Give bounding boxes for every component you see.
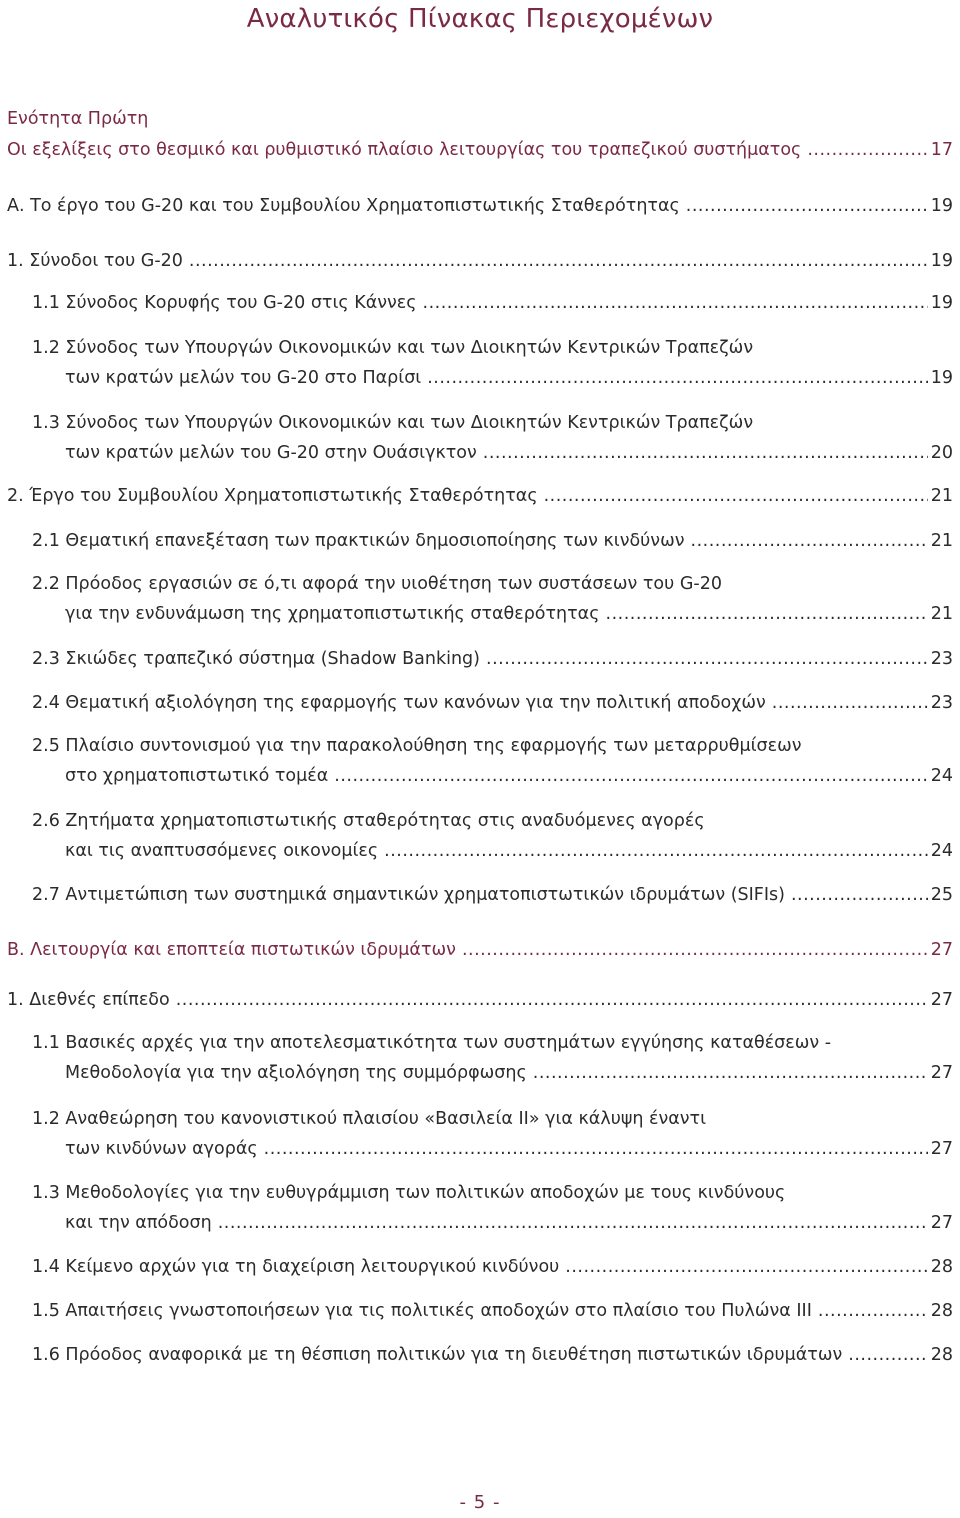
- toc-entry-text-cont: των κρατών μελών του G-20 στην Ουάσιγκτον: [65, 443, 477, 463]
- toc-entry-text: 1.2 Σύνοδος των Υπουργών Οικονομικών και των Διοικητών Κεντρικών Τραπεζών: [32, 338, 754, 358]
- toc-entry-2[interactable]: [7, 481, 953, 511]
- toc-entry-text: 1.5 Απαιτήσεις γνωστοποιήσεων για τις πολιτικές αποδοχών στο πλαίσιο του Πυλώνα ΙΙΙ: [32, 1301, 812, 1321]
- toc-page-number: 28: [930, 1257, 953, 1277]
- toc-page-number: 19: [930, 196, 953, 216]
- toc-entry-text: 1.3 Μεθοδολογίες για την ευθυγράμμιση των πολιτικών αποδοχών με τους κινδύνους: [32, 1183, 786, 1203]
- toc-page-number: 27: [930, 1139, 953, 1159]
- toc-page-number: 21: [930, 604, 953, 624]
- toc-entry-b[interactable]: [7, 935, 953, 965]
- dot-leader: [818, 1296, 928, 1326]
- dot-leader: [772, 688, 928, 718]
- toc-entry-2-5[interactable]: [32, 731, 953, 791]
- toc-page-number: 24: [930, 766, 953, 786]
- section-label: [7, 104, 953, 134]
- toc-entry-b-1-3[interactable]: [32, 1178, 953, 1238]
- toc-entry-text-cont: για την ενδυνάμωση της χρηματοπιστωτικής σταθερότητας: [65, 604, 600, 624]
- toc-entry-text: 2.2 Πρόοδος εργασιών σε ό,τι αφορά την υιοθέτηση των συστάσεων του G-20: [32, 574, 722, 594]
- toc-entry-text: 1.1 Βασικές αρχές για την αποτελεσματικότητα των συστημάτων εγγύησης καταθέσεων -: [32, 1033, 832, 1053]
- dot-leader: [807, 135, 927, 165]
- toc-entry-text: Οι εξελίξεις στο θεσμικό και ρυθμιστικό πλαίσιο λειτουργίας του τραπεζικού συστήματος: [7, 140, 802, 160]
- dot-leader: [384, 836, 928, 866]
- toc-entry-text: 1. Σύνοδοι του G-20: [7, 251, 183, 271]
- toc-entry-1[interactable]: [7, 246, 953, 276]
- toc-page-number: 27: [930, 940, 953, 960]
- dot-leader: [189, 246, 928, 276]
- toc-page-number: 21: [930, 531, 953, 551]
- toc-entry-text: 1.1 Σύνοδος Κορυφής του G-20 στις Κάννες: [32, 293, 417, 313]
- dot-leader: [606, 599, 928, 629]
- toc-entry-2-1[interactable]: [32, 526, 953, 556]
- toc-entry-text: 1.2 Αναθεώρηση του κανονιστικού πλαισίου «Βασιλεία ΙΙ» για κάλυψη έναντι: [32, 1109, 707, 1129]
- dot-leader: [423, 288, 928, 318]
- toc-entry-1-1[interactable]: [32, 288, 953, 318]
- toc-page-number: 23: [930, 693, 953, 713]
- toc-entry-text: 2.4 Θεματική αξιολόγηση της εφαρμογής των κανόνων για την πολιτική αποδοχών: [32, 693, 766, 713]
- toc-entry-b-1-5[interactable]: [32, 1296, 953, 1326]
- toc-page-number: 19: [930, 368, 953, 388]
- dot-leader: [791, 880, 928, 910]
- toc-page-number: 19: [930, 293, 953, 313]
- dot-leader: [691, 526, 928, 556]
- toc-entry-1-3[interactable]: [32, 408, 953, 468]
- toc-entry-b-1[interactable]: [7, 985, 953, 1015]
- toc-entry-b-1-6[interactable]: [32, 1340, 953, 1370]
- toc-entry-text: 2.6 Ζητήματα χρηματοπιστωτικής σταθερότητας στις αναδυόμενες αγορές: [32, 811, 705, 831]
- toc-page-number: 27: [930, 1213, 953, 1233]
- toc-page-number: 21: [930, 486, 953, 506]
- toc-entry-b-1-4[interactable]: [32, 1252, 953, 1282]
- toc-entry-text-cont: στο χρηματοπιστωτικό τομέα: [65, 766, 329, 786]
- toc-entry-text: 1.4 Κείμενο αρχών για τη διαχείριση λειτουργικού κινδύνου: [32, 1257, 560, 1277]
- toc-page-number: 25: [930, 885, 953, 905]
- toc-entry-text-cont: των κινδύνων αγοράς: [65, 1139, 258, 1159]
- section-label-text: Ενότητα Πρώτη: [7, 109, 149, 129]
- toc-page-number: 19: [930, 251, 953, 271]
- dot-leader: [533, 1058, 928, 1088]
- dot-leader: [565, 1252, 927, 1282]
- toc-entry-2-4[interactable]: [32, 688, 953, 718]
- dot-leader: [483, 438, 928, 468]
- toc-entry-text: 1. Διεθνές επίπεδο: [7, 990, 170, 1010]
- toc-page-number: 28: [930, 1301, 953, 1321]
- toc-entry-b-1-1[interactable]: [32, 1028, 953, 1088]
- page-title: Αναλυτικός Πίνακας Περιεχομένων: [246, 4, 714, 34]
- toc-entry-text-cont: και τις αναπτυσσόμενες οικονομίες: [65, 841, 379, 861]
- toc-page-number: 27: [930, 1063, 953, 1083]
- toc-entry-text: 1.3 Σύνοδος των Υπουργών Οικονομικών και των Διοικητών Κεντρικών Τραπεζών: [32, 413, 754, 433]
- dot-leader: [848, 1340, 927, 1370]
- toc-entry-1-2[interactable]: [32, 333, 953, 393]
- toc-entry-text-cont: των κρατών μελών του G-20 στο Παρίσι: [65, 368, 422, 388]
- dot-leader: [486, 644, 928, 674]
- toc-entry-text: 2. Έργο του Συμβουλίου Χρηματοπιστωτικής Σταθερότητας: [7, 486, 538, 506]
- dot-leader: [462, 935, 928, 965]
- toc-entry-text: 2.5 Πλαίσιο συντονισμού για την παρακολούθηση της εφαρμογής των μεταρρυθμίσεων: [32, 736, 802, 756]
- toc-entry-a[interactable]: [7, 191, 953, 221]
- toc-entry-text: 2.1 Θεματική επανεξέταση των πρακτικών δημοσιοποίησης των κινδύνων: [32, 531, 685, 551]
- toc-page-number: 17: [930, 140, 953, 160]
- toc-page-number: 27: [930, 990, 953, 1010]
- dot-leader: [334, 761, 927, 791]
- dot-leader: [686, 191, 928, 221]
- toc-entry-2-7[interactable]: [32, 880, 953, 910]
- toc-page-number: 28: [930, 1345, 953, 1365]
- toc-entry-text: Β. Λειτουργία και εποπτεία πιστωτικών ιδρυμάτων: [7, 940, 456, 960]
- dot-leader: [218, 1208, 928, 1238]
- toc-page-number: 20: [930, 443, 953, 463]
- toc-entry-text: 2.3 Σκιώδες τραπεζικό σύστημα (Shadow Banking): [32, 649, 480, 669]
- toc-entry-text: Α. Το έργο του G-20 και του Συμβουλίου Χρηματοπιστωτικής Σταθερότητας: [7, 196, 680, 216]
- toc-entry-text: 2.7 Αντιμετώπιση των συστημικά σημαντικών χρηματοπιστωτικών ιδρυμάτων (SIFIs): [32, 885, 785, 905]
- toc-entry-b-1-2[interactable]: [32, 1104, 953, 1164]
- toc-entry-text: 1.6 Πρόοδος αναφορικά με τη θέσπιση πολιτικών για τη διευθέτηση πιστωτικών ιδρυμάτων: [32, 1345, 843, 1365]
- toc-entry-text-cont: και την απόδοση: [65, 1213, 212, 1233]
- toc-entry-2-2[interactable]: [32, 569, 953, 629]
- dot-leader: [264, 1134, 928, 1164]
- dot-leader: [427, 363, 927, 393]
- toc-page-number: 23: [930, 649, 953, 669]
- toc-entry-2-3[interactable]: [32, 644, 953, 674]
- dot-leader: [176, 985, 928, 1015]
- toc-entry-text-cont: Μεθοδολογία για την αξιολόγηση της συμμόρφωσης: [65, 1063, 527, 1083]
- page-number-footer: - 5 -: [459, 1492, 501, 1513]
- toc-page-number: 24: [930, 841, 953, 861]
- toc-entry-section-heading[interactable]: [7, 135, 953, 165]
- toc-entry-2-6[interactable]: [32, 806, 953, 866]
- dot-leader: [544, 481, 928, 511]
